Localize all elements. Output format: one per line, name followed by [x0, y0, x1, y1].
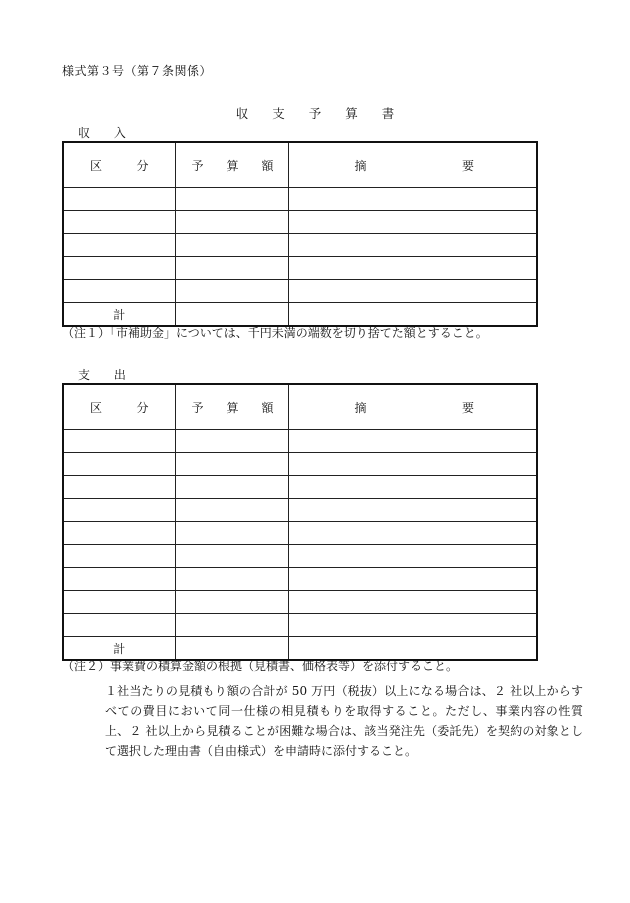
expense-header-row: [63, 384, 537, 430]
yosan-cell: [175, 522, 288, 545]
tekiyo-cell: [288, 188, 537, 211]
yosan-cell: [175, 545, 288, 568]
tekiyo-cell: [288, 522, 537, 545]
kubun-cell: [63, 499, 175, 522]
yosan-cell: [175, 614, 288, 637]
yosan-cell: [175, 476, 288, 499]
header-tekiyo: 摘 要: [288, 142, 537, 188]
tekiyo-cell: [288, 499, 537, 522]
tekiyo-total-cell: [288, 303, 537, 327]
tekiyo-cell: [288, 430, 537, 453]
total-label: 計: [63, 303, 175, 327]
tekiyo-cell: [288, 234, 537, 257]
kubun-cell: [63, 234, 175, 257]
table-row: [63, 499, 537, 522]
tekiyo-cell: [288, 614, 537, 637]
yosan-cell: [175, 234, 288, 257]
header-yosan: 予 算 額: [175, 142, 288, 188]
header-kubun: 区 分: [63, 384, 175, 430]
tekiyo-cell: [288, 211, 537, 234]
table-row: [63, 430, 537, 453]
table-row: [63, 188, 537, 211]
table-row: [63, 257, 537, 280]
tekiyo-cell: [288, 257, 537, 280]
yosan-cell: [175, 499, 288, 522]
tekiyo-cell: [288, 476, 537, 499]
note-2-heading: （注２）事業費の積算金額の根拠（見積書、価格表等）を添付すること。: [62, 659, 459, 673]
header-kubun: 区 分: [63, 142, 175, 188]
yosan-cell: [175, 257, 288, 280]
table-row: [63, 234, 537, 257]
expense-table: [62, 383, 538, 661]
note-1: （注１）「市補助金」については、千円未満の端数を切り捨てた額とすること。: [62, 326, 488, 340]
tekiyo-cell: [288, 280, 537, 303]
kubun-cell: [63, 211, 175, 234]
tekiyo-cell: [288, 591, 537, 614]
table-row: [63, 614, 537, 637]
table-row: [63, 522, 537, 545]
table-row: [63, 568, 537, 591]
table-row: [63, 591, 537, 614]
yosan-cell: [175, 430, 288, 453]
kubun-cell: [63, 280, 175, 303]
income-table: [62, 141, 538, 327]
kubun-cell: [63, 591, 175, 614]
table-row: [63, 453, 537, 476]
kubun-cell: [63, 257, 175, 280]
total-row: [63, 303, 537, 327]
header-tekiyo: 摘 要: [288, 384, 537, 430]
table-row: [63, 211, 537, 234]
kubun-cell: [63, 545, 175, 568]
tekiyo-cell: [288, 453, 537, 476]
yosan-cell: [175, 211, 288, 234]
tekiyo-cell: [288, 545, 537, 568]
tekiyo-cell: [288, 568, 537, 591]
kubun-cell: [63, 453, 175, 476]
expense-section-label: 支 出: [78, 368, 136, 382]
kubun-cell: [63, 430, 175, 453]
kubun-cell: [63, 188, 175, 211]
yosan-cell: [175, 568, 288, 591]
total-label: 計: [63, 637, 175, 661]
income-section-label: 収 入: [78, 126, 136, 140]
table-row: [63, 476, 537, 499]
yosan-cell: [175, 280, 288, 303]
kubun-cell: [63, 614, 175, 637]
yosan-cell: [175, 453, 288, 476]
yosan-total-cell: [175, 303, 288, 327]
yosan-cell: [175, 591, 288, 614]
kubun-cell: [63, 522, 175, 545]
yosan-cell: [175, 188, 288, 211]
income-header-row: [63, 142, 537, 188]
table-row: [63, 280, 537, 303]
document-title: 収 支 予 算 書: [235, 106, 405, 121]
note-2-body: １社当たりの見積もり額の合計が 50 万円（税抜）以上になる場合は、２ 社以上からすべての費目において同一仕様の相見積もりを取得すること。ただし、事業内容の性質上、２ 社以上から見積ることが困難な場合は、該当発注先（委託先）を契約の対象として選択した理由書（自由様式）を申請時に添付すること。: [105, 684, 583, 758]
kubun-cell: [63, 476, 175, 499]
table-row: [63, 545, 537, 568]
kubun-cell: [63, 568, 175, 591]
form-number: 様式第３号（第７条関係）: [62, 64, 213, 78]
header-yosan: 予 算 額: [175, 384, 288, 430]
